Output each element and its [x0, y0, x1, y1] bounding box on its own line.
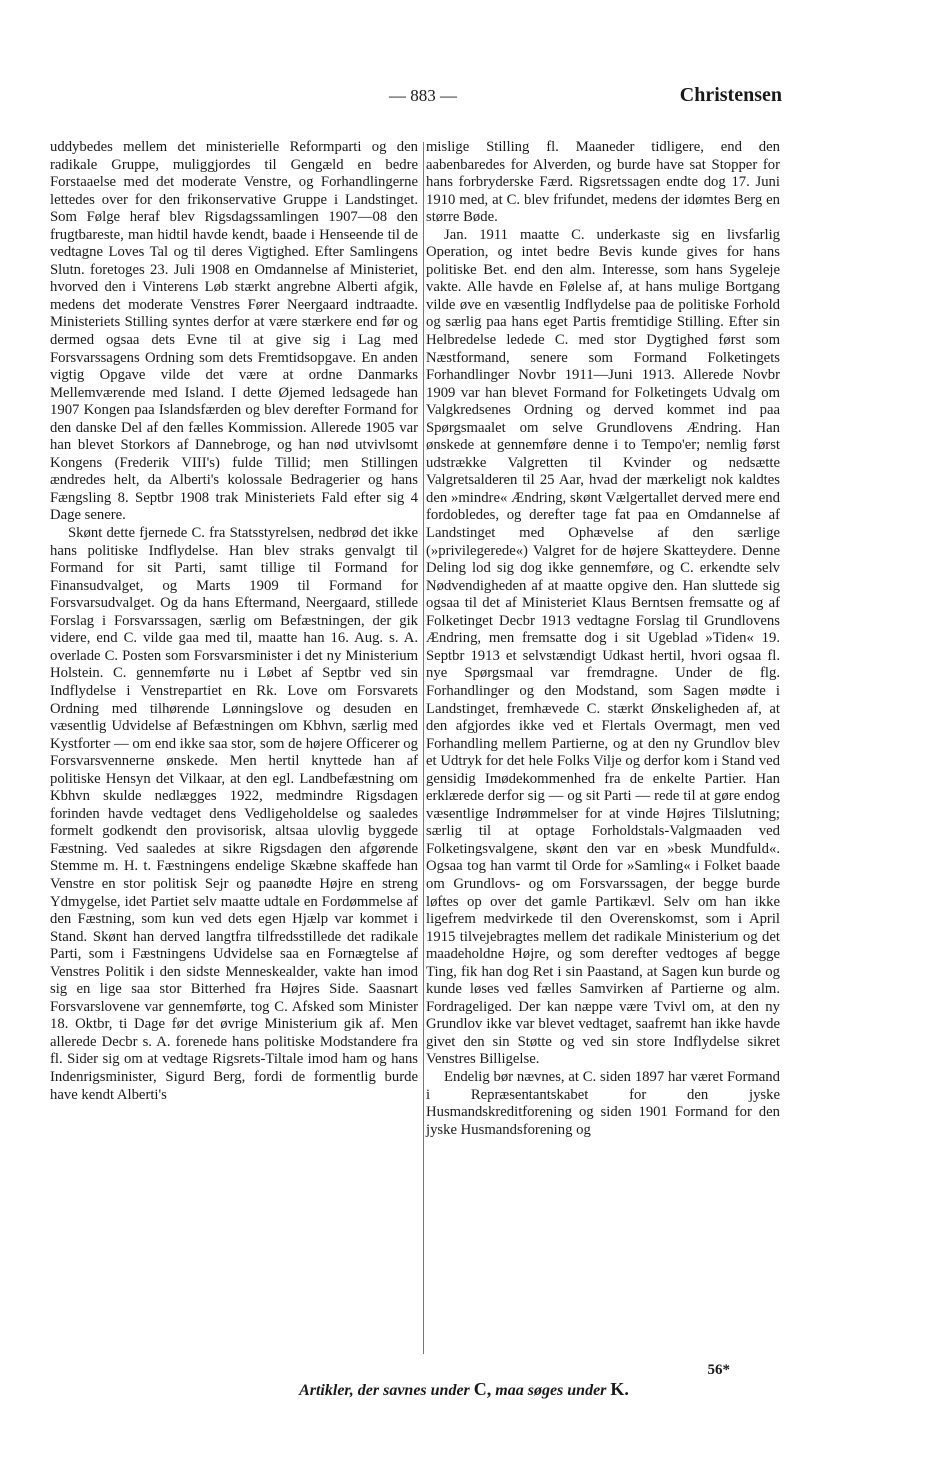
footer-letter-c: C,: [473, 1379, 492, 1399]
footer-text-b: maa søges under: [491, 1382, 611, 1399]
running-title: Christensen: [679, 84, 782, 106]
page-number: — 883 —: [389, 86, 457, 105]
left-paragraph-1: uddybedes mellem det ministerielle Reformparti og den radikale Gruppe, muliggjordes til Gengæld en bedre Forstaaelse med det moderate Venstre, og Forhandlingerne lettedes over for den frikonservative Gruppe i Landstinget. Som Følge heraf blev Rigsdagssamlingen 1907—08 den frugtbareste, man hidtil havde kendt, baade i Henseende til de vedtagne Loves Tal og til deres Vigtighed. Efter Samlingens Slutn. foretoges 23. Juli 1908 en Omdannelse af Ministeriet, hvorved den i Vinterens Løb stærkt angrebne Alberti afgik, medens det moderate Venstres Fører Neergaard indtraadte. Ministeriets Stilling syntes derfor at være stærkere end før og dermed ogsaa dets Evne til at give sig i Lag med Forsvarssagens Ordning som dets Fremtidsopgave. En anden vigtig Opgave vilde det være at ordne Danmarks Mellemværende med Island. I dette Øjemed ledsagede han 1907 Kongen paa Islandsfærden og blev derefter Formand for den danske Del af den fælles Kommission. Allerede 1905 var han blevet Storkors af Dannebroge, og han nød utvivlsomt Kongens (Frederik VIII's) fulde Tillid; men Stillingen ændredes helt, da Alberti's kolossale Bedragerier og hans Fængsling 8. Septbr 1908 trak Ministeriets Fald efter sig 4 Dage senere.: [50, 139, 418, 524]
right-paragraph-3: Endelig bør nævnes, at C. siden 1897 har været Formand i Repræsentantskabet for den jyske Husmandskreditforening og siden 1901 Formand for den jyske Husmandsforening og: [426, 1068, 780, 1138]
footer-letter-k: K.: [610, 1379, 629, 1399]
right-paragraph-1: mislige Stilling fl. Maaneder tidligere, end den aabenbaredes for Alverden, og burde have sat Stopper for hans forbryderske Færd. Rigsretssagen endte dog 17. Juni 1910 med, at C. blev frifundet, medens der idømtes Berg en større Bøde.: [426, 139, 780, 226]
column-divider: [423, 142, 424, 1354]
right-column: [426, 139, 780, 1139]
left-paragraph-2: Skønt dette fjernede C. fra Statsstyrelsen, nedbrød det ikke hans politiske Indflydelse. Han blev straks genvalgt til Formand for sit Parti, samt tillige til Formand for Finansudvalget, og Marts 1909 til Formand for Forsvarsudvalget. Og da hans Eftermand, Neergaard, stillede Forslag i Forsvarssagen, særlig om Befæstningen, der gik videre, end C. vilde gaa med til, maatte han 16. Aug. s. A. overlade C. Posten som Forsvarsminister i det ny Ministerium Holstein. C. gennemførte nu i Løbet af Septbr ved sin Indflydelse i Venstrepartiet en Rk. Love om Forsvarets Ordning med tilhørende Lønningslove og desuden en væsentlig Udvidelse af Befæstningen om Kbhvn, særlig med Kystforter — om end ikke saa stor, som de højere Officerer og Forsvarsvennerne ønskede. Men hertil knyttede han af politiske Hensyn det Vilkaar, at den egl. Landbefæstning om Kbhvn skulde nedlægges 1922, medmindre Rigsdagen forinden havde vedtaget dens Vedligeholdelse og saaledes formelt godkendt den provisorisk, altsaa ulovlig byggede Fæstning. Ved saaledes at sikre Rigsdagen den afgørende Stemme m. H. t. Fæstningens endelige Skæbne skaffede han Venstre en stor politisk Sejr og paanødte Højre en streng Ydmygelse, idet Partiet selv maatte udtale en Fordømmelse af den Fæstning, som kun ved dets egen Hjælp var kommet i Stand. Skønt han derved langtfra tilfredsstillede det radikale Parti, som i Fæstningens Udvidelse saa en Fornægtelse af Venstres Politik i den sidste Menneskealder, vakte han imod sig en lige saa stor Bitterhed fra Højres Side. Saasnart Forsvarslovene var gennemførte, tog C. Afsked som Minister 18. Oktbr, ti Dage før det øvrige Ministerium gik af. Men allerede Decbr s. A. forenede hans politiske Modstandere fra fl. Sider sig om at vedtage Rigsrets-Tiltale imod ham og hans Indenrigsminister, Sigurd Berg, fordi de formentlig burde have kendt Alberti's: [50, 525, 418, 1103]
footer-text-a: Artikler, der savnes under: [299, 1382, 474, 1399]
right-paragraph-2: Jan. 1911 maatte C. underkaste sig en livsfarlig Operation, og intet bedre Bevis kunde gives for hans politiske Bet. end den alm. Interesse, som hans Sygeleje vakte. Alle havde en Følelse af, at hans mulige Bortgang vilde øve en væsentlig Indflydelse paa de politiske Forhold og særlig paa hans eget Partis fremtidige Stilling. Efter sin Helbredelse ledede C. med stor Dygtighed først som Næstformand, senere som Formand Folketingets Forhandlinger Novbr 1911—Juni 1913. Allerede Novbr 1909 var han blevet Formand for Folketingets Udvalg om Valgkredsenes Ordning og derved kommet ind paa Spørgsmaalet om selve Grundlovens Ændring. Han ønskede at gennemføre denne i to Tempo'er; nemlig først udstrække Valgretten til Kvinder og nedsætte Valgretsalderen til 25 Aar, hvad der mærkeligt nok kaldtes den »mindre« Ændring, skønt Vælgertallet derved mere end fordobledes, og derefter tage fat paa en Omdannelse af Landstinget med Ophævelse af den særlige (»privilegerede«) Valgret for de højere Skatteydere. Denne Deling lod sig dog ikke gennemføre, og C. erkendte selv Nødvendigheden af at maatte opgive den. Han sluttede sig ogsaa til det af Ministeriet Klaus Berntsen fremsatte og af Folketinget Decbr 1913 vedtagne Forslag til Grundlovens Ændring, men fremsatte dog i sit Ugeblad »Tiden« 19. Septbr 1913 et selvstændigt Udkast hertil, hvori ogsaa fl. nye Spørgsmaal var fremdragne. Under de flg. Forhandlinger og den Modstand, som Sagen mødte i Landstinget, fremhævede C. stærkt Ønskeligheden af, at den afgjordes ikke ved et Flertals Overmagt, men ved Forhandling mellem Partierne, og at den ny Grundlov blev et Udtryk for det hele Folks Vilje og derfor kom i Stand ved gensidig Imødekommenhed fra de enkelte Partier. Han erklærede derfor sig — og sit Parti — rede til at gøre endog væsentlige Indrømmelser for at vinde Højres Tilslutning; særlig til at optage Forholdstals-Valgmaaden ved Folketingsvalgene, skønt den var en »besk Mundfuld«. Ogsaa tog han varmt til Orde for »Samling« i Folket baade om Grundlovs- og om Forsvarssagen, der begge burde løftes op over det gamle Partikævl. Selv om han ikke ligefrem medvirkede til den Overenskomst, som i April 1915 tilvejebragtes mellem det radikale Ministerium og det maadeholdne Højre, og som derefter vedtoges af begge Ting, fik han dog Ret i sin Paastand, at Sagen kun burde og kunde løses ved fælles Samvirken af Partierne og alm. Fordrageliged. Der kan næppe være Tvivl om, at den ny Grundlov ikke var blevet vedtaget, saafremt han ikke havde givet den sin Støtte og ved sin store Indflydelse sikret Venstres Billigelse.: [426, 226, 780, 1068]
signature-mark: 56*: [707, 1362, 730, 1378]
left-column: [50, 139, 418, 1104]
footer-note: [0, 1379, 928, 1400]
